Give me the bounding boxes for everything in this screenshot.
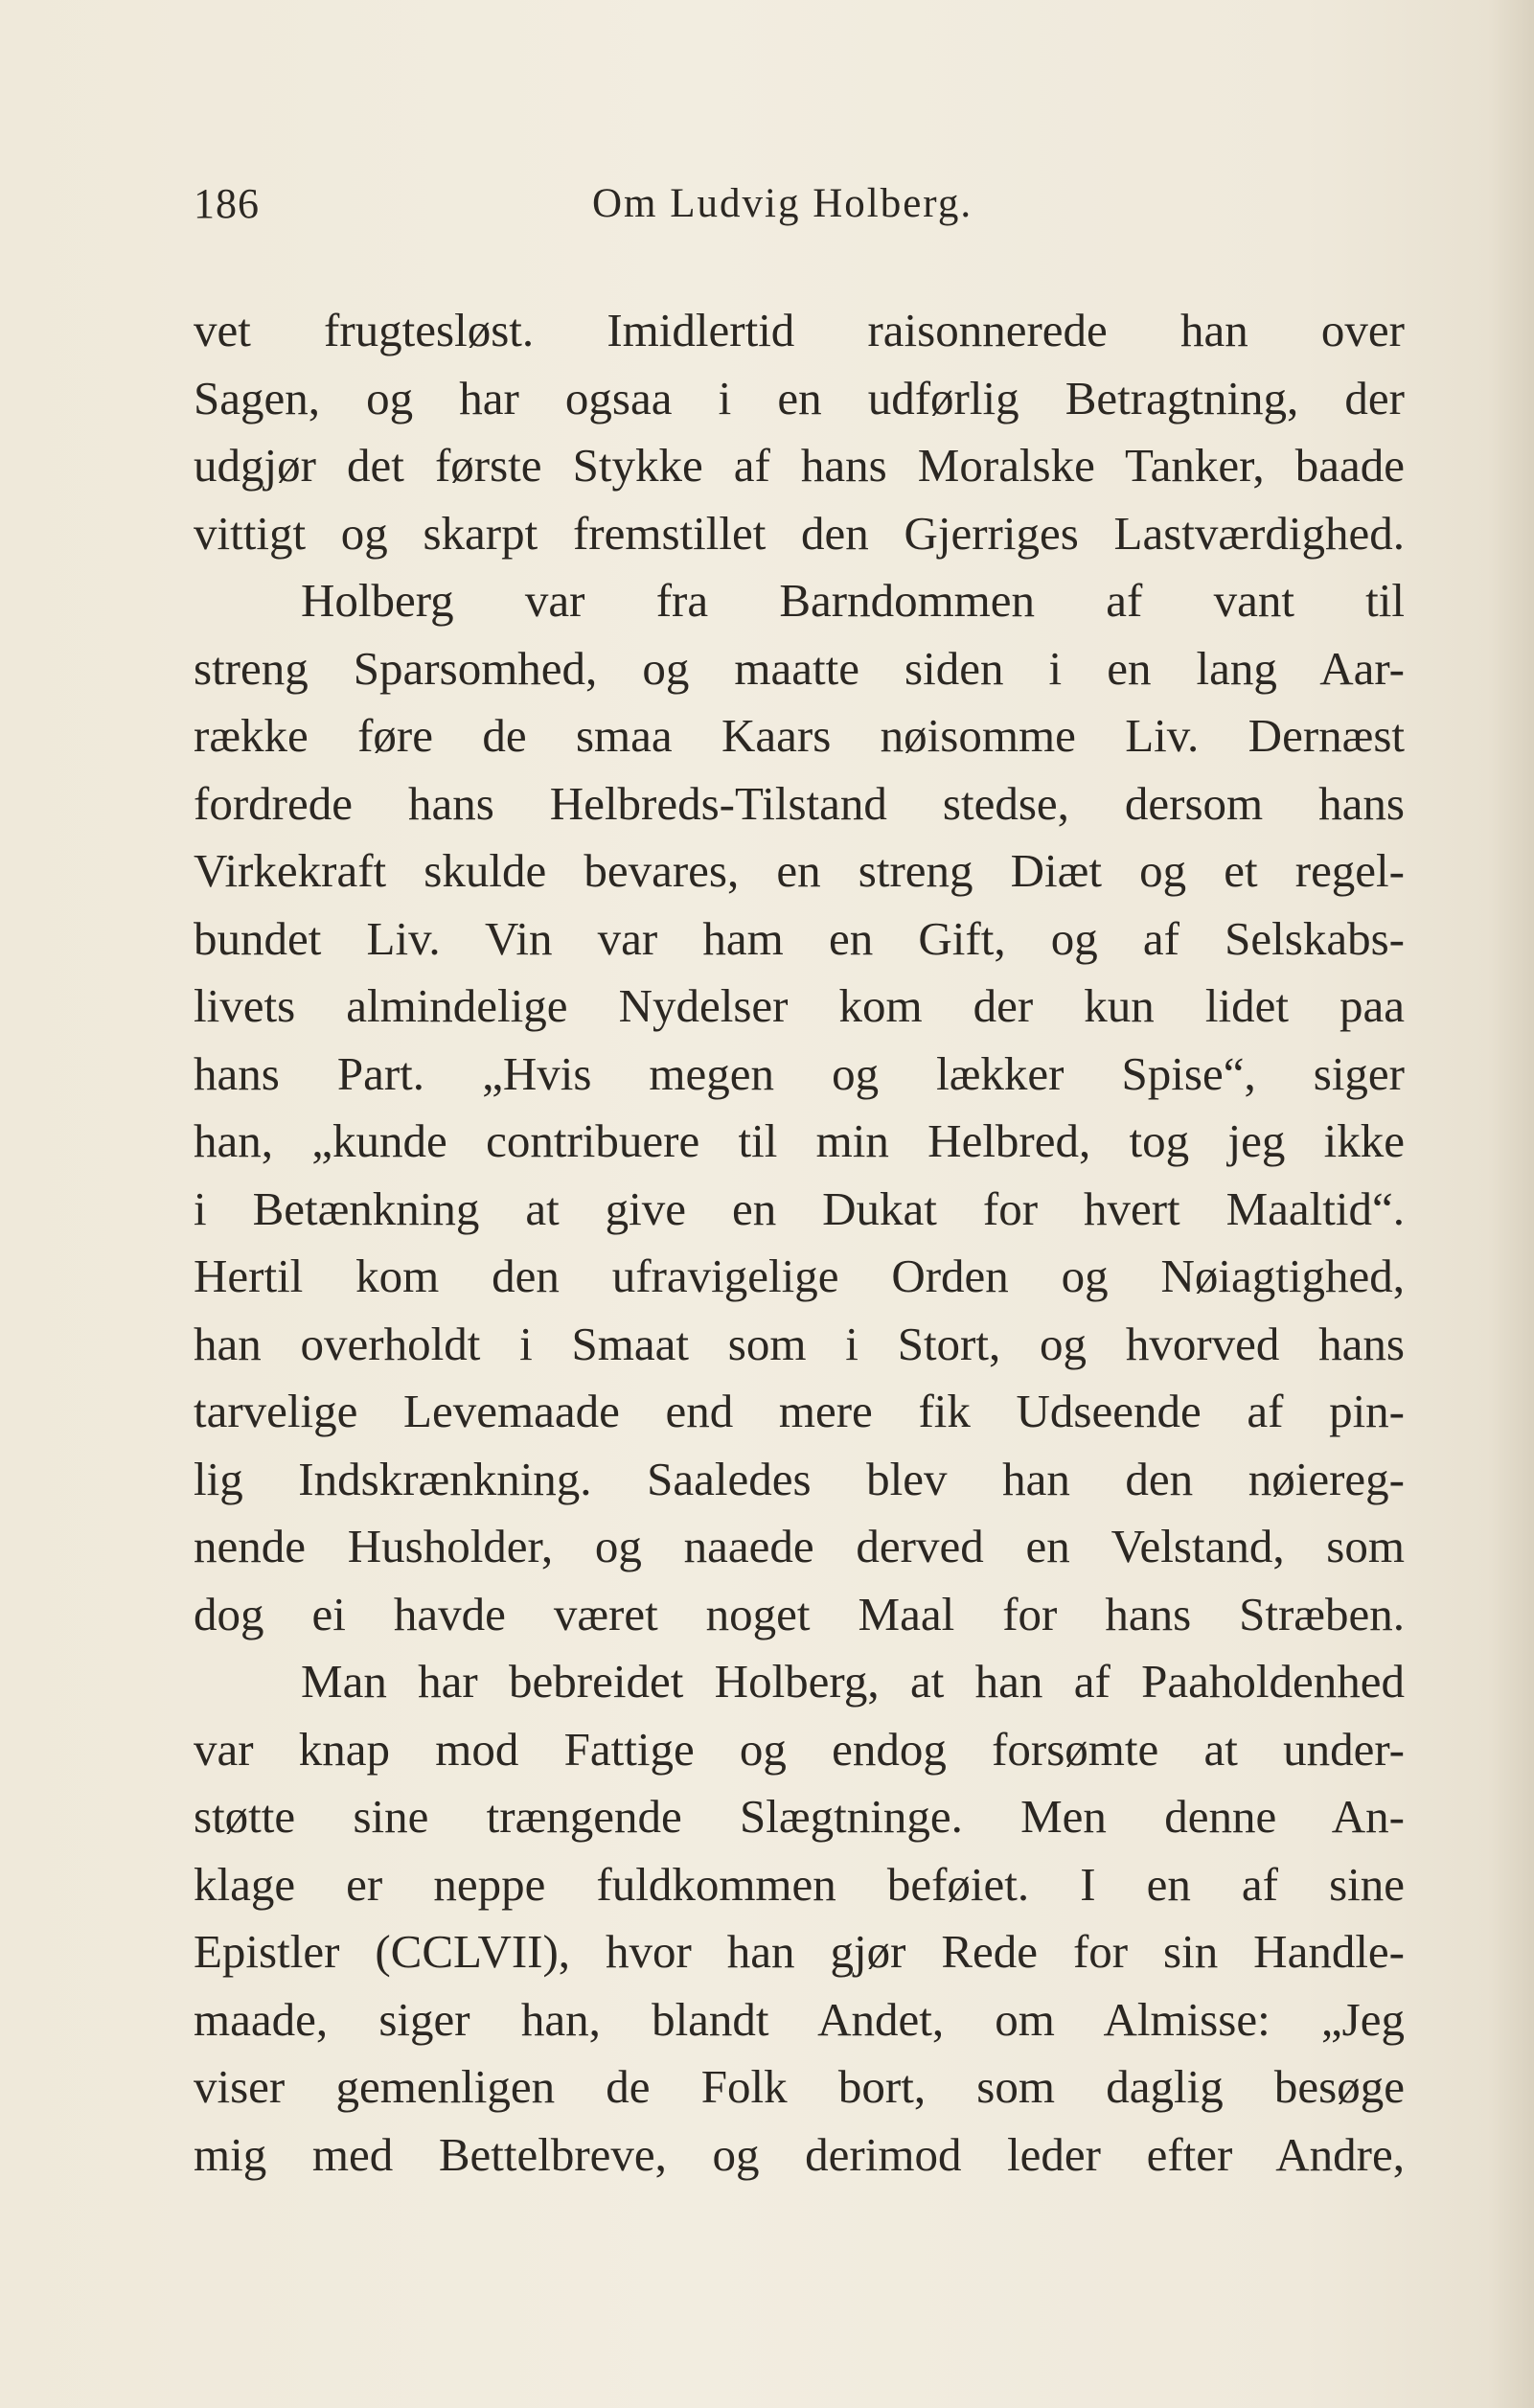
text-line: vittigt og skarpt fremstillet den Gjerriges Lastværdighed. — [194, 506, 1405, 560]
text-line: streng Sparsomhed, og maatte siden i en lang Aar- — [194, 641, 1405, 695]
text-line: nende Husholder, og naaede derved en Velstand, som — [194, 1520, 1405, 1572]
text-line: dog ei havde været noget Maal for hans Stræben. — [194, 1587, 1405, 1640]
text-line: viser gemenligen de Folk bort, som daglig besøge — [194, 2060, 1405, 2113]
text-line: i Betænkning at give en Dukat for hvert Maaltid“. — [194, 1181, 1405, 1235]
text-line: bundet Liv. Vin var ham en Gift, og af Selskabs- — [194, 911, 1405, 965]
text-line: tarvelige Levemaade end mere fik Udseende af pin- — [194, 1385, 1405, 1437]
text-line: klage er neppe fuldkommen beføiet. I en af sine — [194, 1857, 1405, 1911]
text-line: hans Part. „Hvis megen og lækker Spise“, siger — [194, 1046, 1405, 1100]
text-line: han, „kunde contribuere til min Helbred, tog jeg ikke — [194, 1114, 1405, 1167]
text-line: Hertil kom den ufravigelige Orden og Nøiagtighed, — [194, 1250, 1405, 1302]
body-text — [194, 297, 1405, 2189]
text-line: livets almindelige Nydelser kom der kun lidet paa — [194, 979, 1405, 1032]
text-line: Man har bebreidet Holberg, at han af Paaholdenhed — [301, 1655, 1405, 1708]
text-line: Virkekraft skulde bevares, en streng Diæt og et regel- — [194, 844, 1405, 897]
text-line: vet frugtesløst. Imidlertid raisonnerede han over — [194, 304, 1405, 356]
text-line: lig Indskrænkning. Saaledes blev han den nøiereg- — [194, 1452, 1405, 1505]
page-number: 186 — [194, 180, 260, 227]
text-line: Sagen, og har ogsaa i en udførlig Betragtning, der — [194, 371, 1405, 424]
text-line: Holberg var fra Barndommen af vant til — [301, 574, 1405, 627]
text-line: mig med Bettelbreve, og derimod leder efter Andre, — [194, 2127, 1405, 2181]
text-line: Epistler (CCLVII), hvor han gjør Rede for sin Handle- — [194, 1925, 1405, 1978]
text-line: var knap mod Fattige og endog forsømte at under- — [194, 1722, 1405, 1776]
text-line: række føre de smaa Kaars nøisomme Liv. Dernæst — [194, 709, 1405, 762]
text-line: maade, siger han, blandt Andet, om Almisse: „Jeg — [194, 1992, 1405, 2046]
text-line: han overholdt i Smaat som i Stort, og hvorved hans — [194, 1317, 1405, 1370]
page-header — [194, 175, 1420, 233]
running-title: Om Ludvig Holberg. — [592, 181, 973, 226]
text-line: støtte sine trængende Slægtninge. Men denne An- — [194, 1790, 1405, 1843]
text-line: fordrede hans Helbreds-Tilstand stedse, dersom hans — [194, 776, 1405, 830]
text-line: udgjør det første Stykke af hans Moralske Tanker, baade — [194, 439, 1405, 492]
